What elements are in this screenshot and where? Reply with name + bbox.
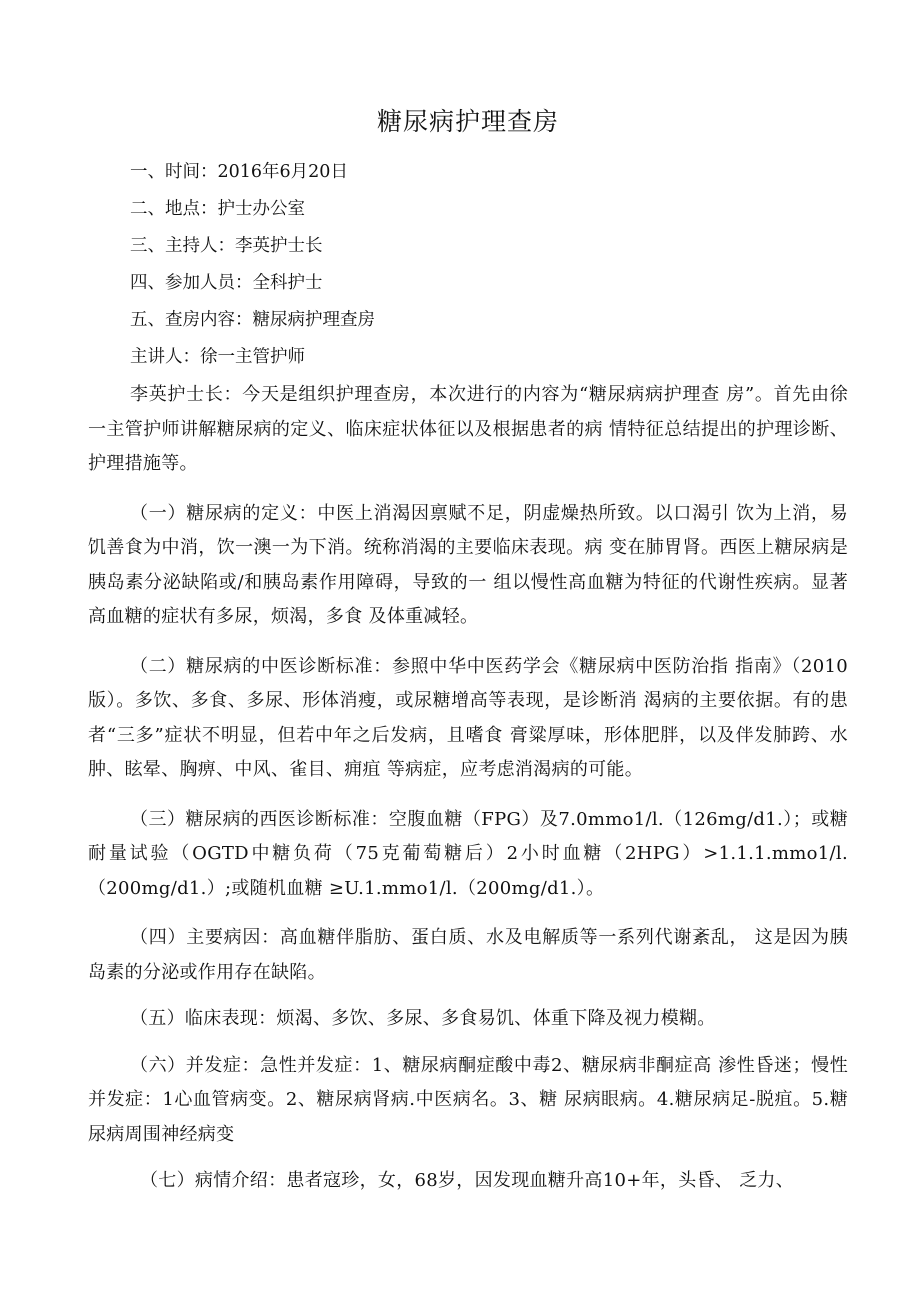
document-title: 糖尿病护理查房	[376, 107, 559, 136]
intro-paragraph: 李英护士长：今天是组织护理查房，本次进行的内容为“糖尿病病护理查 房”。首先由徐一主管护师讲解糖尿病的定义、临床症状体征以及根据患者的病 情特征总结提出的护理诊断、护理措施等。	[88, 384, 848, 474]
section-symptoms: （五）临床表现：烦渴、多饮、多尿、多食易饥、体重下降及视力模糊。	[130, 1008, 716, 1029]
meeting-location: 二、地点：护士办公室	[130, 199, 305, 219]
section-western-diagnosis: （三）糖尿病的西医诊断标准：空腹血糖（FPG）及7.0mmo1∕l.（126mg∕d1.）；或糖 耐量试验（OGTD中糖负荷（75克葡萄糖后）2小时血糖（2HPG）>1.1.1.mmo1∕l.（200mg∕d1.）;或随机血糖 ≥U.1.mmo1∕l.（200mg∕d1.）。	[88, 808, 848, 899]
meeting-info	[88, 154, 848, 376]
meeting-host: 三、主持人：李英护士长	[130, 236, 323, 256]
meeting-speaker: 主讲人：徐一主管护师	[130, 347, 305, 367]
section-case-intro: （七）病情介绍：患者寇珍，女，68岁，因发现血糖升高10+年，头昏、 乏力、	[140, 1170, 795, 1191]
section-complications: （六）并发症：急性并发症：1、糖尿病酮症酸中毒2、糖尿病非酮症高 渗性昏迷；慢性并发症：1心血管病变。2、糖尿病肾病.中医病名。3、糖 尿病眼病。4.糖尿病足-脱疽。5.糖尿病周围神经病变	[88, 1054, 848, 1145]
meeting-time: 一、时间：2016年6月20日	[130, 162, 348, 182]
section-definition: （一）糖尿病的定义：中医上消渴因禀赋不足，阴虚燥热所致。以口渴引 饮为上消，易饥善食为中消，饮一澳一为下消。统称消渴的主要临床表现。病 变在肺胃肾。西医上糖尿病是胰岛素分泌缺陷或/和胰岛素作用障碍，导致的一 组以慢性高血糖为特征的代谢性疾病。显著高血糖的症状有多尿，烦渴，多食 及体重减轻。	[88, 502, 848, 627]
section-causes: （四）主要病因：高血糖伴脂肪、蛋白质、水及电解质等一系列代谢紊乱， 这是因为胰岛素的分泌或作用存在缺陷。	[88, 927, 848, 983]
meeting-content: 五、查房内容：糖尿病护理查房	[130, 310, 375, 330]
meeting-participants: 四、参加人员：全科护士	[130, 273, 323, 293]
section-tcm-diagnosis: （二）糖尿病的中医诊断标准：参照中华中医药学会《糖尿病中医防治指 指南》（2010版）。多饮、多食、多尿、形体消瘦，或尿糖增高等表现，是诊断消 渴病的主要依据。有的患者“三多”症状不明显，但若中年之后发病，且嗜食 膏粱厚味，形体肥胖，以及伴发肺跨、水肿、眩晕、胸痹、中风、雀目、痈疽 等病症，应考虑消渴病的可能。	[88, 655, 848, 780]
